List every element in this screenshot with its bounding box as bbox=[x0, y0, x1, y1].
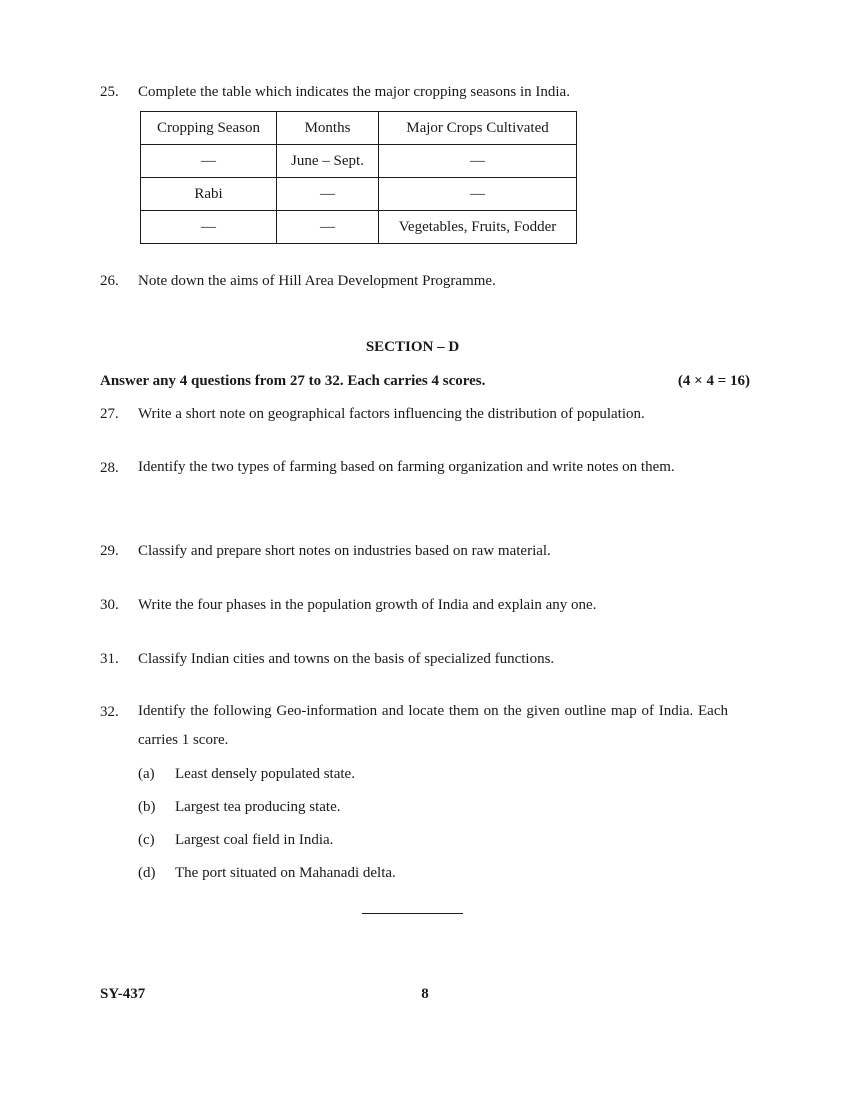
table-cell: June – Sept. bbox=[277, 145, 379, 178]
sub-item-text: The port situated on Mahanadi delta. bbox=[175, 865, 396, 881]
table-header-row bbox=[141, 112, 577, 145]
section-marks: (4 × 4 = 16) bbox=[677, 373, 750, 389]
table-cell: Vegetables, Fruits, Fodder bbox=[379, 211, 577, 244]
question-text: Write a short note on geographical factors influencing the distribution of population. bbox=[138, 406, 645, 422]
question-number: 30. bbox=[100, 597, 119, 613]
table-cell: — bbox=[379, 145, 577, 178]
sub-item-text: Largest tea producing state. bbox=[175, 799, 341, 815]
page-number: 8 bbox=[421, 986, 429, 1002]
question-number: 32. bbox=[100, 704, 119, 720]
sub-item-text: Least densely populated state. bbox=[175, 766, 355, 782]
question-text: Note down the aims of Hill Area Development Programme. bbox=[138, 273, 496, 289]
table-cell: — bbox=[141, 211, 277, 244]
question-number: 28. bbox=[100, 460, 119, 476]
question-number: 26. bbox=[100, 273, 119, 289]
section-instruction: Answer any 4 questions from 27 to 32. Each carries 4 scores. bbox=[100, 373, 486, 389]
table-cell: — bbox=[141, 145, 277, 178]
paper-code: SY-437 bbox=[100, 986, 146, 1002]
question-text: Identify the following Geo-information and locate them on the given outline map of India. Each carries 1 score. bbox=[138, 703, 728, 748]
section-title: SECTION – D bbox=[365, 339, 460, 355]
question-text: Identify the two types of farming based on farming organization and write notes on them. bbox=[138, 459, 675, 475]
sub-item-label: (a) bbox=[138, 766, 155, 782]
question-number: 29. bbox=[100, 543, 119, 559]
table-cell: — bbox=[379, 178, 577, 211]
sub-item-label: (d) bbox=[138, 865, 156, 881]
sub-item-text: Largest coal field in India. bbox=[175, 832, 334, 848]
question-number: 31. bbox=[100, 651, 119, 667]
sub-item-label: (b) bbox=[138, 799, 156, 815]
table-cell: — bbox=[277, 178, 379, 211]
question-text: Complete the table which indicates the major cropping seasons in India. bbox=[138, 84, 570, 100]
end-divider bbox=[362, 913, 463, 914]
table-row bbox=[141, 145, 577, 178]
table-header-cell: Major Crops Cultivated bbox=[379, 112, 577, 145]
table-cell: — bbox=[277, 211, 379, 244]
cropping-seasons-table bbox=[140, 111, 577, 244]
question-text: Classify Indian cities and towns on the basis of specialized functions. bbox=[138, 651, 555, 667]
question-text: Write the four phases in the population growth of India and explain any one. bbox=[138, 597, 597, 613]
sub-item-label: (c) bbox=[138, 832, 155, 848]
table-header-cell: Cropping Season bbox=[141, 112, 277, 145]
question-number: 25. bbox=[100, 84, 119, 100]
table-row bbox=[141, 178, 577, 211]
table-cell: Rabi bbox=[141, 178, 277, 211]
question-text: Classify and prepare short notes on industries based on raw material. bbox=[138, 543, 551, 559]
table-row bbox=[141, 211, 577, 244]
question-number: 27. bbox=[100, 406, 119, 422]
table-header-cell: Months bbox=[277, 112, 379, 145]
